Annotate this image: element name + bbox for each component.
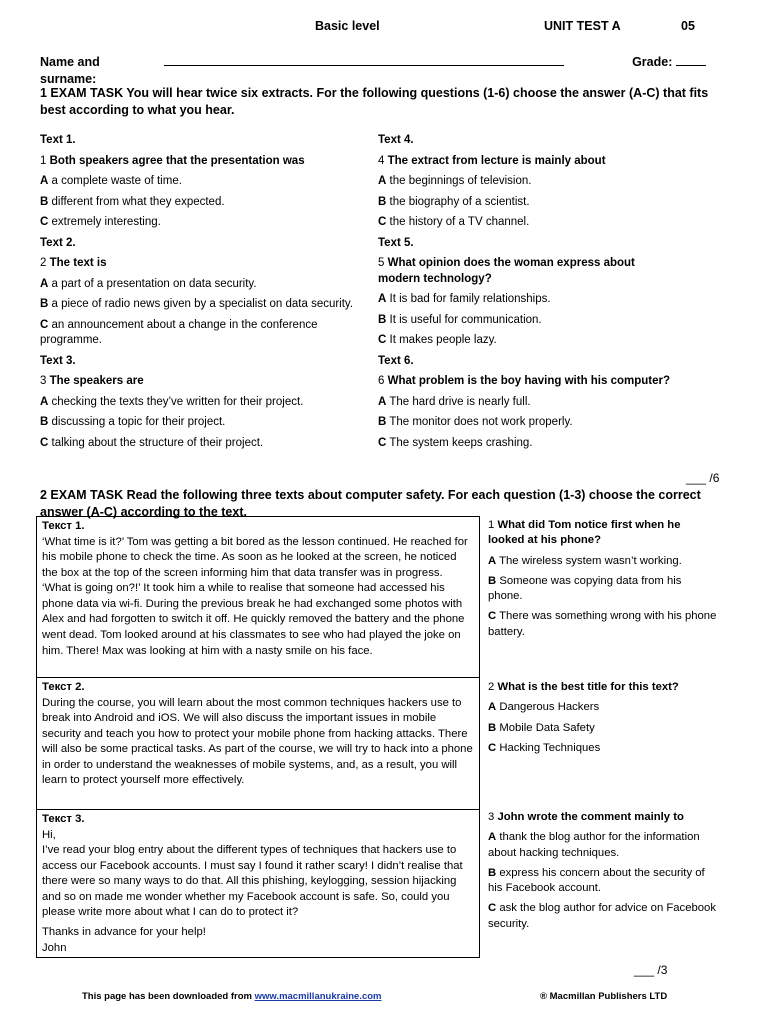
passage-signature: John bbox=[42, 941, 67, 954]
option-c[interactable]: C Hacking Techniques bbox=[488, 741, 601, 754]
footer-copyright: ® Macmillan Publishers LTD bbox=[540, 991, 668, 1002]
passage-body: During the course, you will learn about the most common techniques hackers use to break into Android and iOS. We will also discuss the important issues in mobile security and teach you how to protect your mobile phone from hacking attacks. There will also be some practical tasks. As part of the course, we will try to hack into a phone in order to understand the weaknesses of mobile systems, and, as a result, you will learn to protect yourself more effectively. bbox=[42, 696, 473, 787]
option-b[interactable]: B Mobile Data Safety bbox=[488, 721, 595, 734]
option-b[interactable]: B discussing a topic for their project. bbox=[40, 416, 226, 429]
option-b[interactable]: B It is useful for communication. bbox=[378, 313, 542, 326]
task1-question-2 bbox=[40, 236, 370, 349]
task2-score[interactable]: ___ /3 bbox=[634, 963, 668, 977]
task2-question-1 bbox=[488, 518, 718, 640]
question-stem: 4 The extract from lecture is mainly about bbox=[378, 154, 606, 167]
option-a[interactable]: A a part of a presentation on data security. bbox=[40, 277, 257, 290]
option-b[interactable]: B a piece of radio news given by a specialist on data security. bbox=[40, 298, 354, 311]
task1-question-6 bbox=[378, 354, 708, 452]
passage-title: Текст 2. bbox=[42, 681, 85, 693]
passage-1 bbox=[36, 516, 480, 678]
passage-2 bbox=[36, 678, 480, 810]
task1-question-4 bbox=[378, 133, 708, 231]
grade-label: Grade: bbox=[632, 55, 673, 69]
passage-greeting: Hi, bbox=[42, 828, 56, 841]
option-a[interactable]: A It is bad for family relationships. bbox=[378, 293, 551, 306]
option-c[interactable]: C an announcement about a change in the conference programme. bbox=[40, 318, 318, 347]
name-label: Name and surname: bbox=[40, 55, 100, 86]
option-b[interactable]: B express his concern about the security of his Facebook account. bbox=[488, 866, 705, 894]
text-label: Text 1. bbox=[40, 134, 76, 146]
passage-body: I’ve read your blog entry about the different types of techniques that hackers use to access our Facebook accounts. I must say I found it rather scary! I didn’t realise that there were so many ways to do that. All this phishing, keylogging, session hijacking and so on made me wonder whether my Facebook account is safe. So, could you please write more about what I can do to protect it? bbox=[42, 844, 463, 919]
passage-body: ‘What time is it?’ Tom was getting a bit bored as the lesson continued. He reached for his mobile phone to check the time. As soon as he looked at the screen, he noticed the box at the top of the screen informing him that data transfer was in progress. ‘What is going on?!’ It took him a while to realise that someone had accessed his phone data via wi-fi. During the previous break he had exchanged some photos with Alex and had forgotten to switch it off. He quickly removed the battery and the phone went dead. Tom looked around at his classmates to see who had played the joke on him. There! Max was looking at him with a nasty smile on his face. bbox=[42, 535, 468, 657]
task1-question-3 bbox=[40, 354, 370, 452]
option-c[interactable]: C the history of a TV channel. bbox=[378, 216, 530, 229]
task1-question-5 bbox=[378, 236, 708, 349]
question-stem: 6 What problem is the boy having with his computer? bbox=[378, 375, 671, 388]
text-label: Text 5. bbox=[378, 236, 414, 249]
option-b[interactable]: B The monitor does not work properly. bbox=[378, 416, 573, 429]
question-stem: 1 What did Tom notice first when he looked at his phone? bbox=[488, 519, 681, 547]
grade-field[interactable] bbox=[676, 53, 706, 66]
option-b[interactable]: B different from what they expected. bbox=[40, 195, 225, 208]
option-c[interactable]: C extremely interesting. bbox=[40, 216, 161, 229]
name-field[interactable] bbox=[164, 53, 564, 66]
option-c[interactable]: C It makes people lazy. bbox=[378, 334, 497, 347]
passage-3 bbox=[36, 810, 480, 958]
passage-title: Текст 3. bbox=[42, 813, 85, 825]
option-a[interactable]: A The wireless system wasn’t working. bbox=[488, 554, 682, 567]
footer-download-text: This page has been downloaded from bbox=[82, 991, 252, 1002]
task1-heading: 1 EXAM TASK You will hear twice six extracts. For the following questions (1-6) choose the answer (A-C) that fits best according to what you hear. bbox=[40, 86, 709, 117]
option-a[interactable]: A a complete waste of time. bbox=[40, 175, 182, 188]
option-a[interactable]: A checking the texts they’ve written for their project. bbox=[40, 395, 304, 408]
footer-download-note bbox=[82, 991, 382, 1004]
passages bbox=[36, 516, 480, 958]
option-a[interactable]: A The hard drive is nearly full. bbox=[378, 395, 531, 408]
question-number: 1 bbox=[40, 154, 47, 167]
question-stem: 2 The text is bbox=[40, 257, 107, 270]
option-c[interactable]: C The system keeps crashing. bbox=[378, 436, 533, 449]
question-stem: 1 Both speakers agree that the presentation was bbox=[40, 154, 305, 167]
question-stem: 2 What is the best title for this text? bbox=[488, 681, 679, 693]
question-stem: 3 John wrote the comment mainly to bbox=[488, 811, 684, 823]
question-stem: 3 The speakers are bbox=[40, 375, 144, 388]
unit-number: 05 bbox=[681, 19, 695, 33]
option-a[interactable]: A thank the blog author for the information about hacking techniques. bbox=[488, 831, 700, 859]
option-b[interactable]: B the biography of a scientist. bbox=[378, 195, 530, 208]
option-c[interactable]: C talking about the structure of their project. bbox=[40, 436, 264, 449]
level-label: Basic level bbox=[315, 19, 380, 33]
passage-closing: Thanks in advance for your help! bbox=[42, 926, 206, 939]
text-label: Text 2. bbox=[40, 236, 76, 249]
task1-right-column bbox=[378, 133, 708, 451]
option-c[interactable]: C ask the blog author for advice on Facebook security. bbox=[488, 902, 716, 930]
question-stem: 5 What opinion does the woman express about modern technology? bbox=[378, 257, 635, 285]
option-a[interactable]: A Dangerous Hackers bbox=[488, 701, 600, 714]
task2-heading: 2 EXAM TASK Read the following three texts about computer safety. For each question (1-3) choose the correct answer (A-C) according to the text. bbox=[40, 488, 701, 519]
task2-question-2 bbox=[488, 680, 718, 756]
text-label: Text 3. bbox=[40, 354, 76, 367]
task2-question-3 bbox=[488, 810, 718, 932]
task1-score[interactable]: ___ /6 bbox=[686, 471, 720, 485]
task1-left-column bbox=[40, 133, 370, 451]
macmillan-link[interactable]: www.macmillanukraine.com bbox=[254, 991, 382, 1002]
option-a[interactable]: A the beginnings of television. bbox=[378, 175, 532, 188]
task1-question-1 bbox=[40, 133, 370, 231]
passage-title: Текст 1. bbox=[42, 520, 85, 532]
name-row bbox=[40, 53, 706, 88]
unit-label: UNIT TEST A bbox=[544, 19, 621, 33]
text-label: Text 6. bbox=[378, 354, 414, 367]
option-b[interactable]: B Someone was copying data from his phone. bbox=[488, 574, 682, 602]
text-label: Text 4. bbox=[378, 134, 414, 146]
option-c[interactable]: C There was something wrong with his phone battery. bbox=[488, 610, 717, 638]
